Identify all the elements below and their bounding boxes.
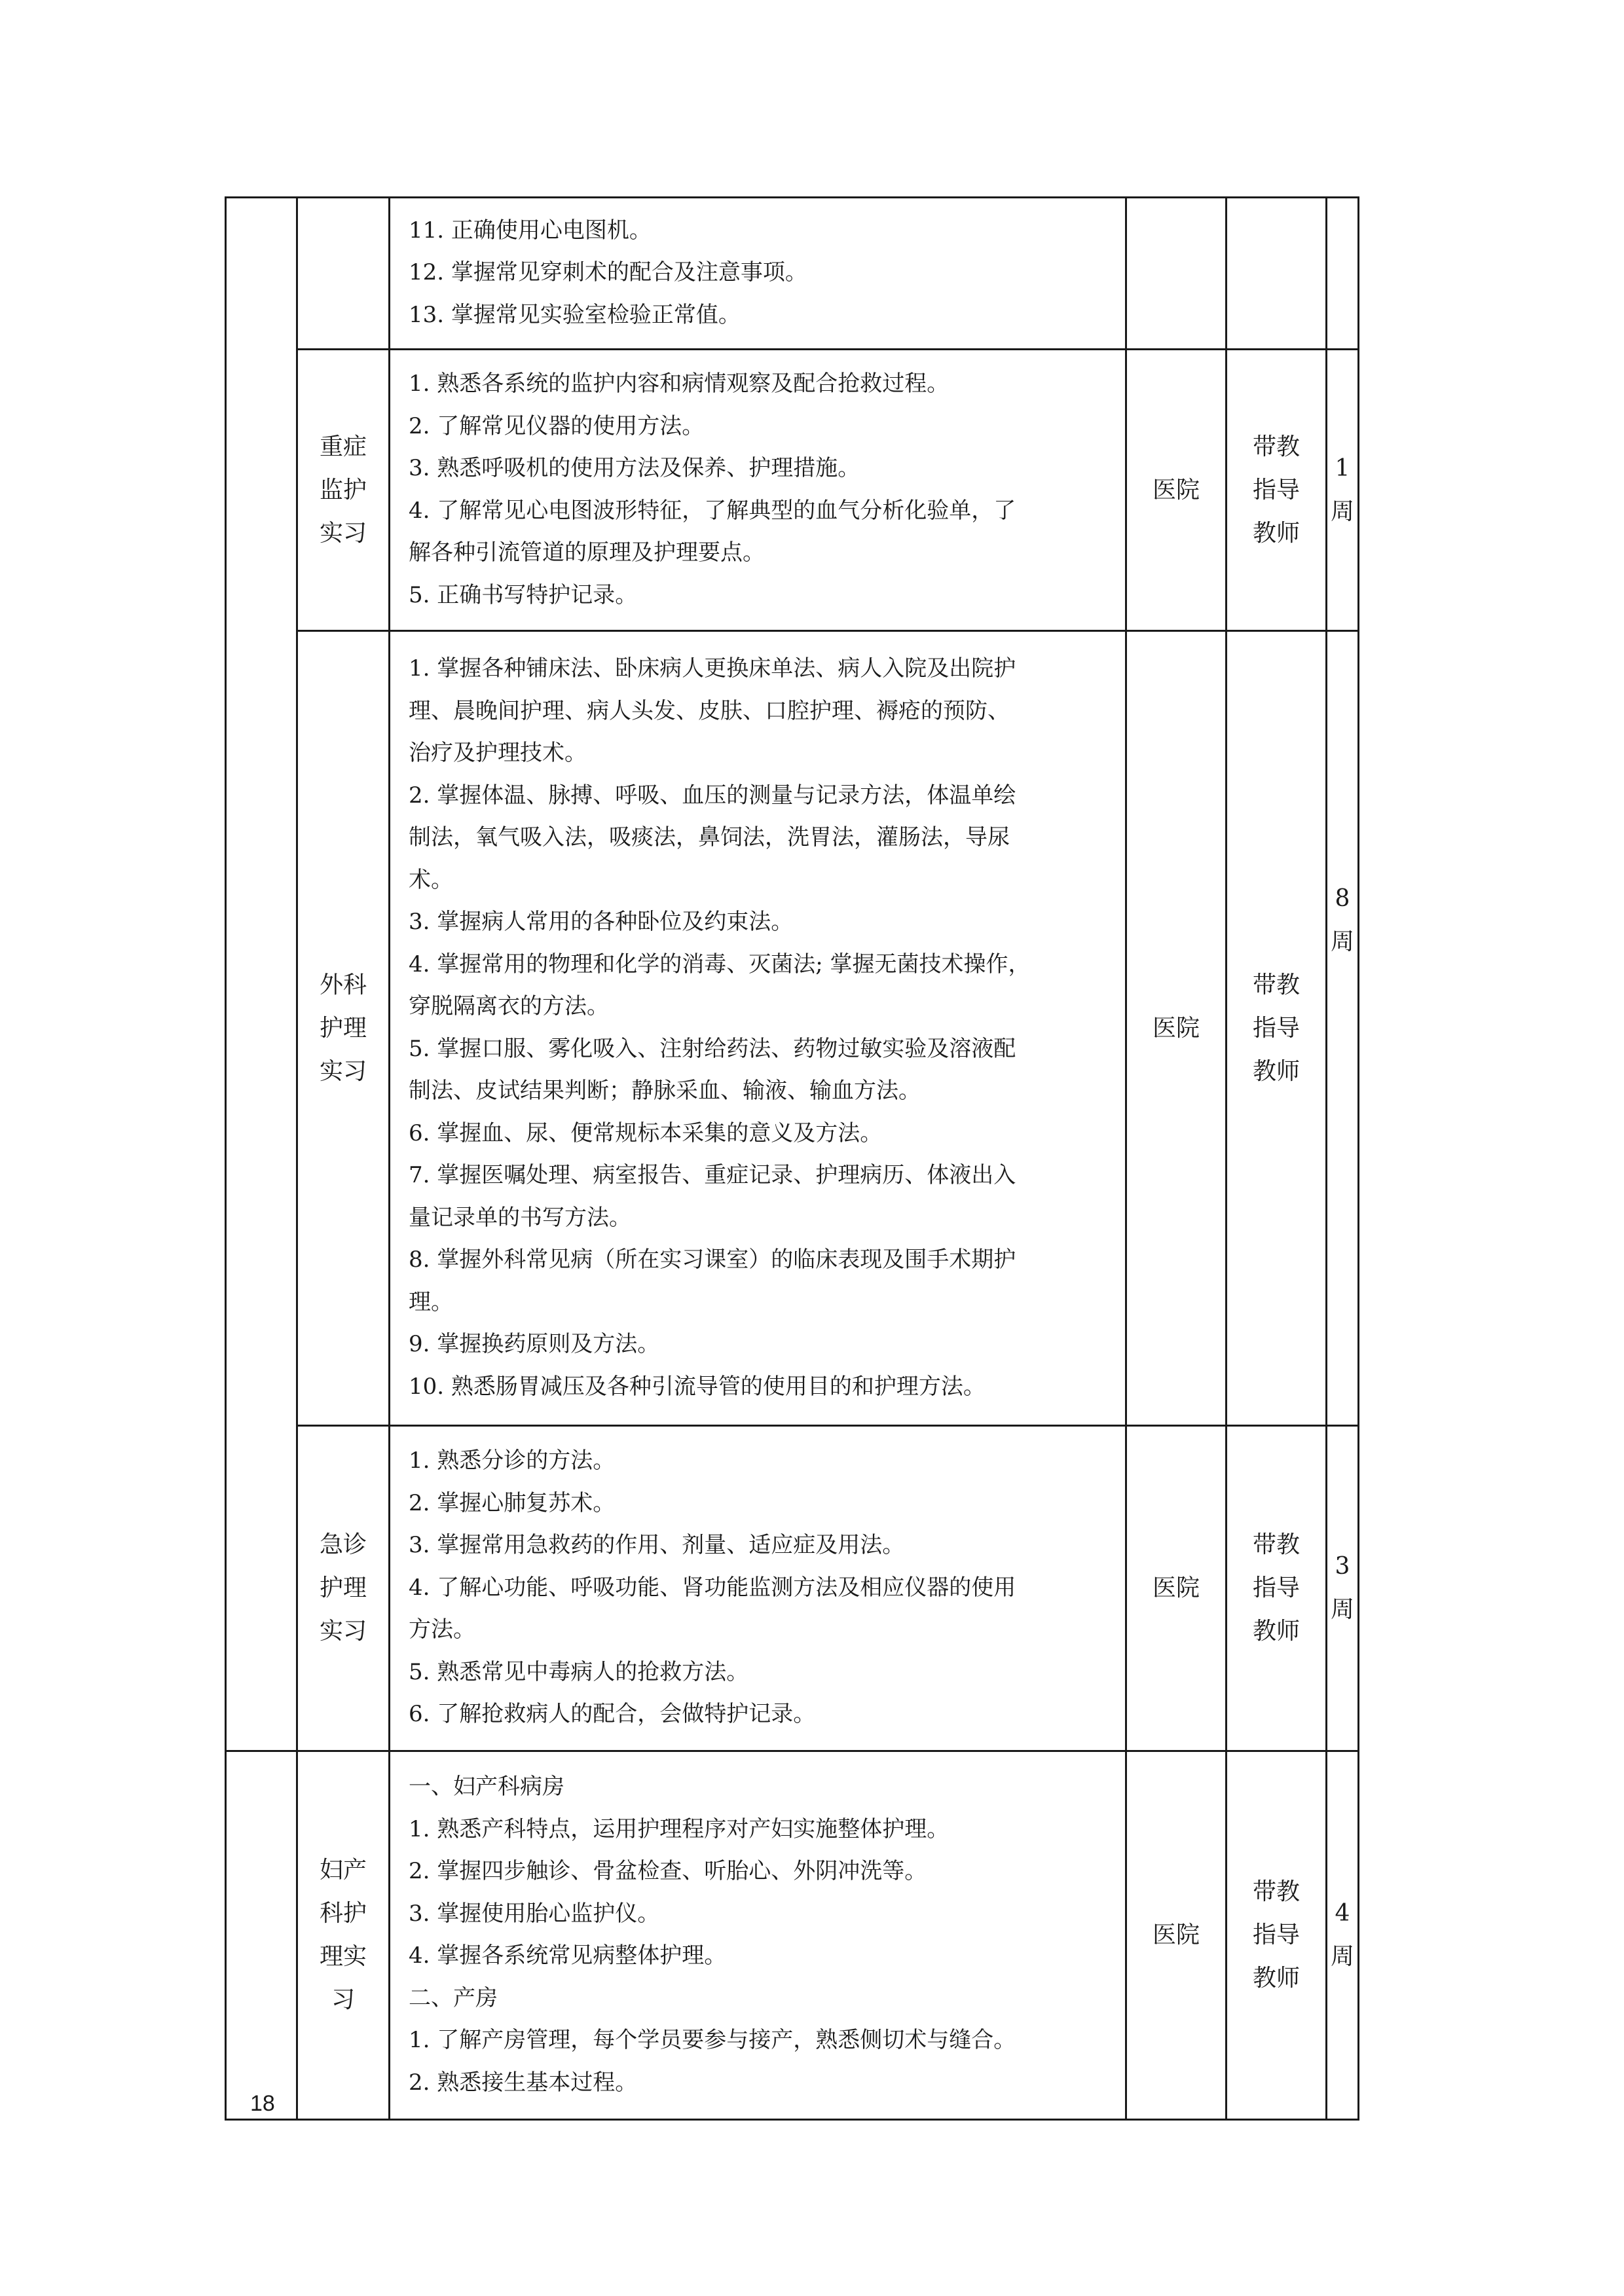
- rotation-name-cell: [297, 350, 390, 631]
- content-line: 2. 熟悉接生基本过程。: [409, 2069, 638, 2096]
- table-row: [226, 1426, 1359, 1751]
- teacher-line: 教师: [1252, 1965, 1300, 1992]
- content-line: 制法，氧气吸入法，吸痰法，鼻饲法，洗胃法，灌肠法，导尿: [409, 824, 1010, 850]
- teacher-line: 带教: [1252, 1878, 1300, 1905]
- internship-plan-table: [225, 196, 1359, 2121]
- weeks-line: 8: [1335, 885, 1350, 912]
- content-line: 5. 掌握口服、雾化吸入、注射给药法、药物过敏实验及溶液配: [409, 1035, 1016, 1062]
- teacher-line: 教师: [1252, 1618, 1300, 1645]
- content-line: 10. 熟悉肠胃减压及各种引流导管的使用目的和护理方法。: [409, 1373, 986, 1400]
- weeks-line: 4: [1335, 1900, 1350, 1927]
- content-line: 方法。: [409, 1616, 475, 1643]
- rotation-name-line: 实习: [319, 1057, 367, 1085]
- content-line: 13. 掌握常见实验室检验正常值。: [409, 301, 741, 328]
- content-line: 1. 熟悉各系统的监护内容和病情观察及配合抢救过程。: [409, 371, 950, 397]
- page-number: 18: [250, 2091, 275, 2116]
- rotation-name-line: 护理: [319, 1014, 367, 1042]
- teacher-line: 带教: [1252, 1531, 1300, 1558]
- rotation-name-line: 妇产: [319, 1857, 367, 1884]
- content-line: 11. 正确使用心电图机。: [409, 217, 652, 244]
- weeks-line: 周: [1330, 498, 1354, 525]
- teacher-cell: [1227, 1751, 1327, 2120]
- content-line: 术。: [409, 866, 453, 893]
- content-line: 一、妇产科病房: [409, 1774, 564, 1800]
- content-line: 制法、皮试结果判断；静脉采血、输液、输血方法。: [409, 1078, 921, 1104]
- content-line: 1. 掌握各种铺床法、卧床病人更换床单法、病人入院及出院护: [409, 655, 1016, 682]
- content-line: 量记录单的书写方法。: [409, 1204, 631, 1231]
- table-row: [226, 198, 1359, 350]
- weeks-line: 3: [1335, 1553, 1350, 1580]
- location-cell: 医院: [1126, 1426, 1227, 1751]
- weeks-cell: [1327, 1426, 1359, 1751]
- content-cell: [390, 350, 1126, 631]
- weeks-cell: [1327, 1751, 1359, 2120]
- rotation-name-line: 外科: [319, 971, 367, 998]
- table-row: [226, 631, 1359, 1426]
- teacher-line: 指导: [1252, 476, 1300, 503]
- content-line: 1. 熟悉产科特点，运用护理程序对产妇实施整体护理。: [409, 1815, 950, 1842]
- content-line: 3. 掌握使用胎心监护仪。: [409, 1900, 660, 1927]
- content-line: 7. 掌握医嘱处理、病室报告、重症记录、护理病历、体液出入: [409, 1162, 1016, 1188]
- content-line: 3. 掌握常用急救药的作用、剂量、适应症及用法。: [409, 1532, 905, 1559]
- teacher-line: 带教: [1252, 433, 1300, 460]
- content-line: 9. 掌握换药原则及方法。: [409, 1331, 660, 1357]
- content-line: 4. 了解心功能、呼吸功能、肾功能监测方法及相应仪器的使用: [409, 1574, 1016, 1601]
- rotation-name-line: 理实: [319, 1943, 367, 1970]
- teacher-cell: [1227, 631, 1327, 1426]
- content-line: 理。: [409, 1288, 453, 1315]
- table-row: [226, 350, 1359, 631]
- location-cell: 医院: [1126, 350, 1227, 631]
- location-cell: 医院: [1126, 631, 1227, 1426]
- weeks-line: 1: [1335, 454, 1350, 482]
- content-line: 8. 掌握外科常见病（所在实习课室）的临床表现及围手术期护: [409, 1247, 1016, 1273]
- rotation-name-line: 监护: [319, 476, 367, 503]
- content-line: 5. 熟悉常见中毒病人的抢救方法。: [409, 1658, 749, 1685]
- content-line: 穿脱隔离衣的方法。: [409, 993, 609, 1019]
- group-cell: [226, 1751, 297, 2120]
- teacher-cell: [1227, 350, 1327, 631]
- rotation-name-line: 习: [331, 1986, 355, 2013]
- content-line: 2. 掌握四步触诊、骨盆检查、听胎心、外阴冲洗等。: [409, 1858, 927, 1884]
- rotation-name-line: 科护: [319, 1900, 367, 1927]
- weeks-line: 周: [1330, 1943, 1354, 1970]
- content-cell: [390, 1426, 1126, 1751]
- teacher-line: 教师: [1252, 519, 1300, 547]
- rotation-name-cell: [297, 1751, 390, 2120]
- content-line: 二、产房: [409, 1984, 498, 2011]
- content-line: 3. 掌握病人常用的各种卧位及约束法。: [409, 909, 794, 935]
- content-line: 3. 熟悉呼吸机的使用方法及保养、护理措施。: [409, 455, 860, 481]
- content-line: 治疗及护理技术。: [409, 740, 587, 766]
- content-line: 理、晨晚间护理、病人头发、皮肤、口腔护理、褥疮的预防、: [409, 697, 1010, 724]
- teacher-line: 带教: [1252, 971, 1300, 998]
- content-line: 4. 了解常见心电图波形特征，了解典型的血气分析化验单，了: [409, 497, 1016, 524]
- content-line: 1. 熟悉分诊的方法。: [409, 1448, 616, 1474]
- content-line: 12. 掌握常见穿刺术的配合及注意事项。: [409, 259, 807, 286]
- weeks-cell: [1327, 350, 1359, 631]
- teacher-line: 指导: [1252, 1014, 1300, 1042]
- group-cell: [226, 198, 297, 1751]
- rotation-name-cell: [297, 198, 390, 350]
- content-line: 5. 正确书写特护记录。: [409, 581, 638, 608]
- weeks-line: 周: [1330, 1596, 1354, 1623]
- rotation-name-cell: [297, 1426, 390, 1751]
- rotation-name-line: 重症: [319, 433, 367, 460]
- content-line: 6. 了解抢救病人的配合，会做特护记录。: [409, 1701, 816, 1728]
- content-line: 4. 掌握常用的物理和化学的消毒、灭菌法; 掌握无菌技术操作，: [409, 951, 1031, 977]
- table-row: [226, 1751, 1359, 2120]
- weeks-line: 周: [1330, 928, 1354, 955]
- content-line: 解各种引流管道的原理及护理要点。: [409, 539, 765, 566]
- weeks-cell: [1327, 631, 1359, 1426]
- teacher-line: 指导: [1252, 1922, 1300, 1948]
- content-line: 2. 了解常见仪器的使用方法。: [409, 412, 705, 439]
- content-cell: [390, 1751, 1126, 2120]
- rotation-name-line: 护理: [319, 1575, 367, 1601]
- content-cell: [390, 631, 1126, 1426]
- content-cell: [390, 198, 1126, 350]
- content-line: 1. 了解产房管理，每个学员要参与接产，熟悉侧切术与缝合。: [409, 2027, 1016, 2053]
- rotation-name-cell: [297, 631, 390, 1426]
- teacher-line: 教师: [1252, 1057, 1300, 1085]
- location-cell: [1126, 198, 1227, 350]
- rotation-name-line: 急诊: [319, 1531, 367, 1558]
- teacher-cell: [1227, 1426, 1327, 1751]
- content-line: 6. 掌握血、尿、便常规标本采集的意义及方法。: [409, 1120, 883, 1146]
- content-line: 4. 掌握各系统常见病整体护理。: [409, 1942, 727, 1969]
- rotation-name-line: 实习: [319, 1618, 367, 1645]
- content-line: 2. 掌握体温、脉搏、呼吸、血压的测量与记录方法，体温单绘: [409, 782, 1016, 809]
- content-line: 2. 掌握心肺复苏术。: [409, 1489, 616, 1516]
- location-cell: 医院: [1126, 1751, 1227, 2120]
- teacher-line: 指导: [1252, 1575, 1300, 1601]
- rotation-name-line: 实习: [319, 519, 367, 547]
- teacher-cell: [1227, 198, 1327, 350]
- weeks-cell: [1327, 198, 1359, 350]
